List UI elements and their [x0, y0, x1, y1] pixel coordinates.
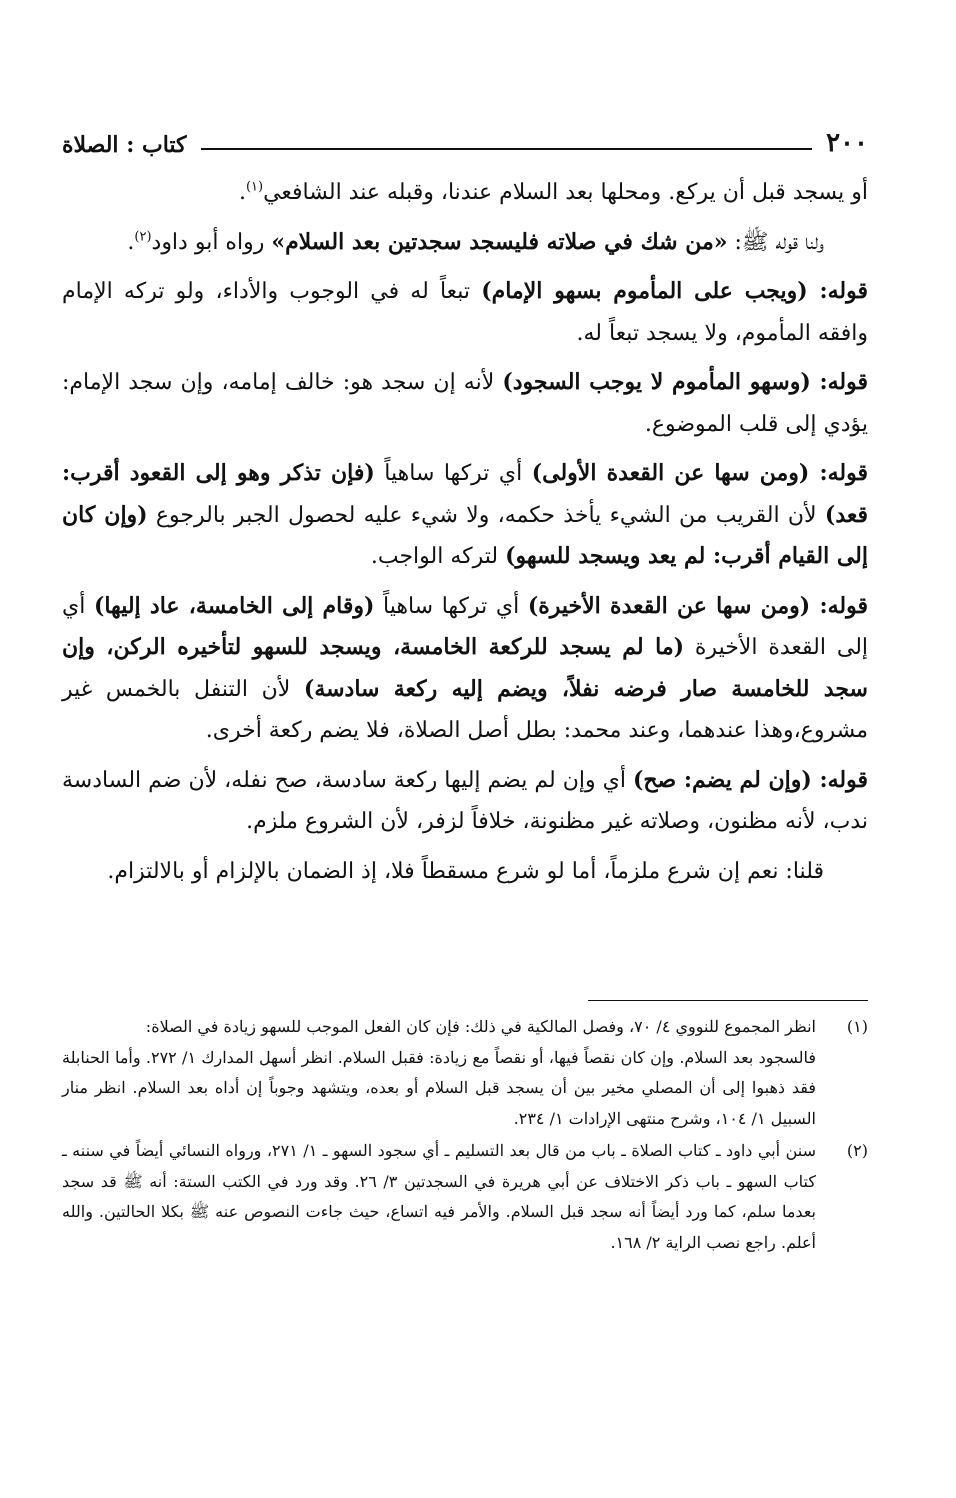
- footnote: [62, 1012, 868, 1134]
- text-segment: (ما لم يسجد للركعة الخامسة، ويسجد للسهو لتأخيره الركن، وإن سجد للخامسة صار فرضه نفلاً، ويضم إليه ركعة سادسة): [62, 634, 868, 702]
- footnote-ref: (١): [245, 179, 264, 195]
- text-segment: (وقام إلى الخامسة، عاد إليها): [93, 592, 375, 619]
- paragraph: [62, 172, 868, 214]
- footnote-separator: [588, 1000, 868, 1001]
- page-header: [62, 118, 868, 158]
- text-segment: .: [127, 229, 135, 255]
- text-segment: لتركه الواجب.: [370, 544, 506, 569]
- page-number: ٢٠٠: [826, 128, 868, 158]
- text-segment: قوله:: [819, 460, 868, 486]
- paragraph: [62, 362, 868, 445]
- text-segment: .: [238, 180, 246, 205]
- header-rule: [201, 148, 813, 150]
- text-segment: «من شك في صلاته فليسجد سجدتين بعد السلام»: [271, 228, 728, 255]
- paragraph: [62, 586, 868, 752]
- text-segment: قوله:: [819, 369, 869, 395]
- footnote-text: [62, 1136, 816, 1258]
- footnote-paragraph: انظر المجموع للنووي ٤/ ٧٠، وفصل المالكية في ذلك: فإن كان الفعل الموجب للسهو زيادة في الصلاة:: [145, 1017, 816, 1036]
- text-segment: (ومن سها عن القعدة الأخيرة): [527, 592, 820, 619]
- text-segment: قوله:: [819, 592, 868, 619]
- footnote-ref: (٢): [134, 229, 152, 245]
- text-segment: لأن القريب من الشيء يأخذ حكمه، ولا شيء عليه لحصول الجبر بالرجوع: [147, 502, 825, 528]
- text-segment: (وسهو المأموم لا يوجب السجود): [502, 369, 820, 395]
- footnote-number: (٢): [846, 1141, 868, 1160]
- footnote-number: (١): [846, 1017, 868, 1036]
- text-segment: لأنه إن سجد هو: خالف إمامه، وإن سجد الإمام: يؤدي إلى قلب الموضوع.: [62, 370, 868, 437]
- text-segment: (فإن تذكر وهو إلى القعود أقرب: قعد): [62, 460, 868, 528]
- footnote: [62, 1136, 868, 1258]
- text-segment: قوله:: [819, 766, 868, 793]
- paragraph: [62, 271, 868, 354]
- text-segment: ولنا قوله ﷺ:: [727, 229, 824, 255]
- text-segment: قلنا: نعم إن شرع ملزماً، أما لو شرع مسقطاً فلا، إذ الضمان بالإلزام أو بالالتزام.: [107, 858, 824, 884]
- text-segment: أي تركها ساهياً: [374, 593, 528, 619]
- text-segment: لأن التنفل بالخمس غير مشروع،وهذا عندهما، وعند محمد: بطل أصل الصلاة، فلا يضم ركعة أخرى.: [62, 676, 868, 743]
- footnote-text: [62, 1012, 816, 1134]
- text-segment: أو يسجد قبل أن يركع. ومحلها بعد السلام عندنا، وقبله عند الشافعي: [263, 180, 868, 205]
- footnotes: [62, 1012, 868, 1260]
- main-text: [62, 172, 868, 900]
- text-segment: (وإن كان إلى القيام أقرب: لم يعد ويسجد للسهو): [62, 501, 868, 569]
- chapter-title: كتاب : الصلاة: [62, 132, 187, 158]
- footnote-paragraph: سنن أبي داود ـ كتاب الصلاة ـ باب من قال بعد التسليم ـ أي سجود السهو ـ ١/ ٢٧١، ورواه النسائي أيضاً في سننه ـ كتاب السهو ـ باب ذكر الاختلاف عن أبي هريرة في السجدتين ٣/ ٢٦. وقد ورد في الكتب الستة: أنه ﷺ قد سجد بعدما سلم، كما ورد أيضاً أنه سجد قبل السلام. والأمر فيه اتساع، حيث جاءت النصوص عنه ﷺ بكلا الحالتين. والله أعلم. راجع نصب الراية ٢/ ١٦٨.: [62, 1141, 817, 1252]
- paragraph: [62, 453, 868, 578]
- text-segment: تبعاً له في الوجوب والأداء، ولو تركه الإمام وافقه المأموم، ولا يسجد تبعاً له.: [62, 279, 868, 346]
- footnote-paragraph: فالسجود بعد السلام. وإن كان نقصاً فيها، أو نقصاً مع زيادة: فقبل السلام. انظر أسهل المدارك ١/ ٢٧٢. وأما الحنابلة فقد ذهبوا إلى أن المصلي مخير بين أن يسجد قبل السلام أو بعده، ويتشهد وجوباً إن أداه بعد السلام. انظر منار السبيل ١/ ١٠٤، وشرح منتهى الإرادات ١/ ٢٣٤.: [62, 1047, 816, 1128]
- text-segment: أي تركها ساهياً: [374, 461, 532, 486]
- text-segment: (وإن لم يضم: صح): [632, 766, 820, 793]
- paragraph: [62, 760, 868, 843]
- text-segment: قوله:: [819, 278, 868, 304]
- text-segment: (ويجب على المأموم بسهو الإمام): [481, 278, 820, 304]
- paragraph: [62, 851, 868, 893]
- paragraph: [62, 222, 868, 264]
- text-segment: أي وإن لم يضم إليها ركعة سادسة، صح نفله، لأن ضم السادسة ندب، لأنه مظنون، وصلاته غير مظنونة، خلافاً لزفر، لأن الشروع ملزم.: [62, 767, 868, 834]
- text-segment: رواه أبو داود: [151, 229, 272, 255]
- text-segment: أي إلى القعدة الأخيرة: [62, 593, 869, 660]
- text-segment: (ومن سها عن القعدة الأولى): [531, 460, 820, 486]
